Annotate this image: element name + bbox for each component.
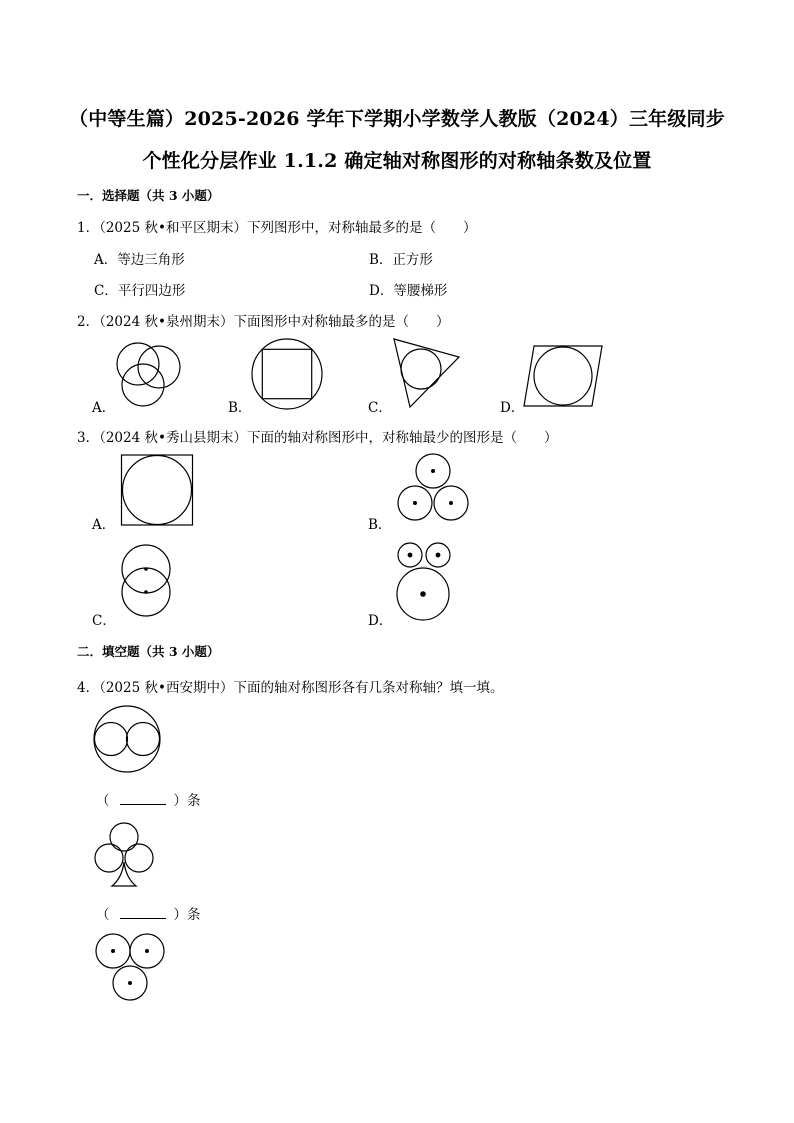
q3-label-b: B．: [368, 517, 392, 533]
q3-figure-c-two-stacked-circles: [118, 542, 174, 618]
q4-figure-1-two-circles-in-circle: [92, 704, 162, 774]
blank-line[interactable]: [120, 908, 166, 919]
question-1-stem: 1．（2025 秋•和平区期末）下列图形中，对称轴最多的是（ ）: [77, 220, 477, 236]
q3-figure-d-face-circles: [394, 540, 454, 622]
question-1-option-d: D．等腰梯形: [369, 283, 448, 299]
q3-figure-a-circle-in-square: [120, 454, 194, 526]
q4-figure-3-three-dotted-circles: [92, 932, 170, 1004]
page-title-line2: 个性化分层作业 1.1.2 确定轴对称图形的对称轴条数及位置: [142, 150, 652, 172]
q2-label-d: D．: [500, 400, 525, 416]
blank-line[interactable]: [120, 794, 166, 805]
blank-close-text: ）条: [173, 793, 201, 809]
blank-open-paren: （: [96, 907, 110, 923]
question-4-stem: 4．（2025 秋•西安期中）下面的轴对称图形各有几条对称轴？填一填。: [77, 680, 504, 696]
q2-label-c: C．: [368, 400, 392, 416]
blank-close-text: ）条: [173, 907, 201, 923]
q3-figure-b-three-dotted-circles: [394, 453, 472, 525]
question-2-stem: 2．（2024 秋•泉州期末）下面图形中对称轴最多的是（ ）: [77, 314, 450, 330]
question-3-stem: 3．（2024 秋•秀山县期末）下面的轴对称图形中，对称轴最少的图形是（ ）: [77, 430, 558, 446]
q3-label-d: D．: [368, 613, 393, 629]
q4-answer-blank-2[interactable]: [96, 903, 201, 923]
q4-figure-2-club-shape: [92, 820, 156, 890]
page-title-line1: （中等生篇）2025-2026 学年下学期小学数学人教版（2024）三年级同步: [69, 108, 725, 130]
q2-figure-d-circle-in-parallelogram: [522, 344, 604, 408]
q3-label-c: C．: [92, 613, 116, 629]
q2-figure-c-circle-in-triangle: [388, 335, 462, 411]
section-heading-fill-in: 二．填空题（共 3 小题）: [77, 644, 220, 659]
question-1-option-a: A．等边三角形: [94, 252, 185, 268]
q2-label-a: A．: [92, 400, 116, 416]
question-1-option-b: B．正方形: [369, 252, 433, 268]
q2-figure-a-three-circles: [113, 340, 189, 412]
q2-figure-b-square-in-circle: [250, 337, 324, 411]
blank-open-paren: （: [96, 793, 110, 809]
q4-answer-blank-1[interactable]: [96, 789, 201, 809]
q3-label-a: A．: [92, 517, 116, 533]
q2-label-b: B．: [228, 400, 252, 416]
section-heading-choice: 一．选择题（共 3 小题）: [77, 188, 220, 203]
question-1-option-c: C．平行四边形: [94, 283, 186, 299]
